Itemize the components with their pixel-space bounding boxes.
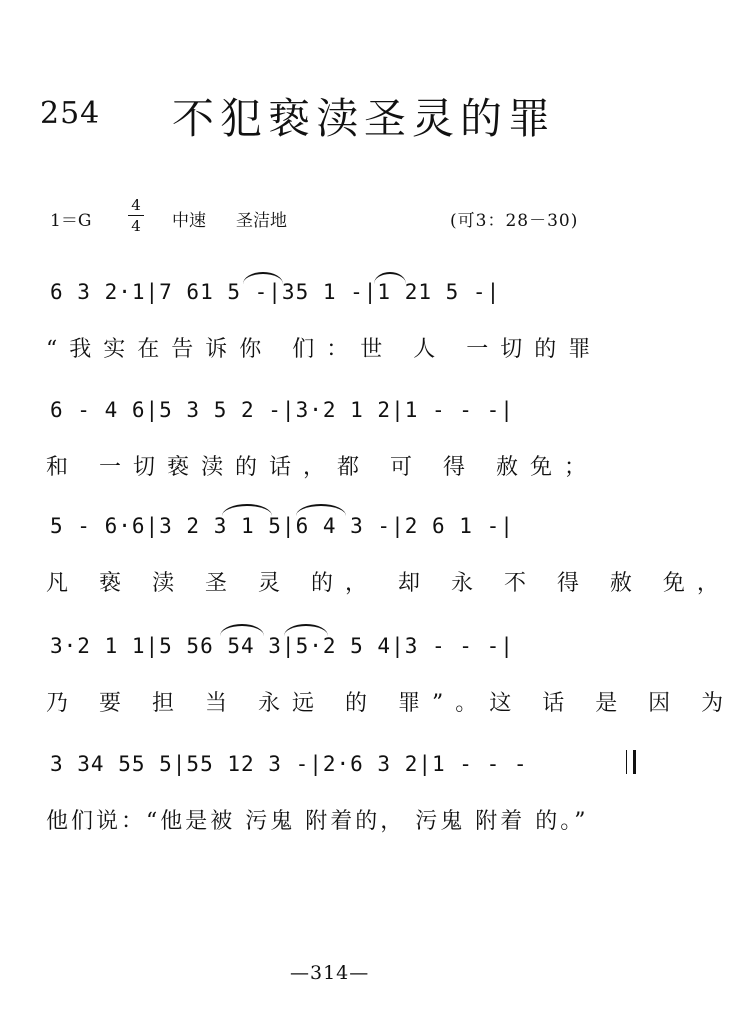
music-line-3 (0, 514, 731, 604)
lyrics-line-5: 他们说：“他是被 污鬼 附着的， 污鬼 附着 的。” (46, 809, 589, 834)
music-line-5 (0, 752, 666, 842)
notation-line-3: 5 - 6·6|3 2 3 1 5|6 4 3 -|2 6 1 -| (50, 514, 514, 538)
time-signature-top: 4 (131, 196, 141, 214)
hymn-number: 254 (40, 96, 101, 131)
tempo-marking: 中速 (172, 211, 206, 231)
hymn-title: 不犯亵渎圣灵的罪 (172, 94, 557, 143)
final-barline (626, 750, 636, 774)
scripture-reference: (可3：28－30) (450, 211, 579, 231)
expression-marking: 圣洁地 (236, 211, 287, 231)
notation-line-1: 6 3 2·1|7 61 5 -|35 1 -|1 21 5 -| (50, 280, 501, 304)
music-line-4 (0, 634, 735, 724)
notation-line-2: 6 - 4 6|5 3 5 2 -|3·2 1 2|1 - - -| (50, 398, 514, 422)
lyrics-line-2: 和 一切亵渎的话，都 可 得 赦免； (46, 455, 598, 480)
notation-line-4: 3·2 1 1|5 56 54 3|5·2 5 4|3 - - -| (50, 634, 514, 658)
lyrics-line-3: 凡 亵 渎 圣 灵 的， 却 永 不 得 赦 免， (46, 571, 731, 596)
notation-line-5: 3 34 55 5|55 12 3 -|2·6 3 2|1 - - - (50, 752, 528, 776)
page-number: —314— (290, 962, 370, 984)
music-line-1 (0, 280, 666, 370)
lyrics-line-1: “我实在告诉你 们：世 人 一切的罪 (46, 337, 603, 362)
time-signature-bottom: 4 (131, 217, 141, 235)
time-signature (126, 196, 146, 235)
key-signature: 1＝G (50, 211, 92, 231)
music-line-2 (0, 398, 666, 488)
lyrics-line-4: 乃 要 担 当 永远 的 罪”。这 话 是 因 为 (46, 691, 735, 716)
